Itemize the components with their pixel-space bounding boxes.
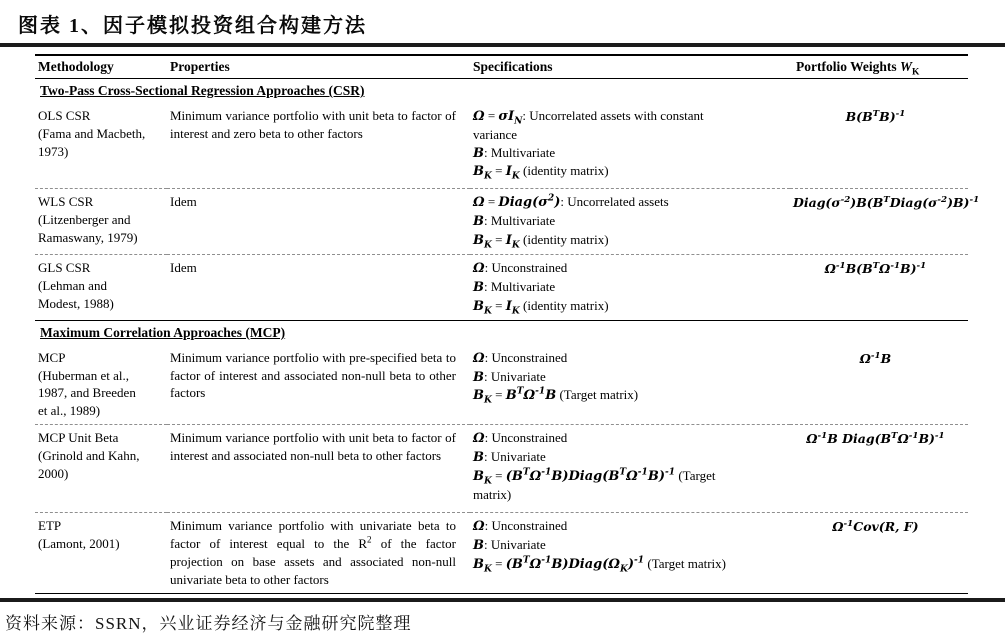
figure-title: 图表 1、因子模拟投资组合构建方法 (18, 15, 367, 37)
method-name: MCP (38, 349, 66, 365)
spec-line: Ω: Unconstrained (473, 430, 568, 447)
methods-table (35, 54, 980, 594)
properties-cell: Idem (167, 254, 470, 320)
properties-cell: Idem (167, 189, 470, 255)
spec-line: $\Omega = Diag(\sigma^2)$: Uncorrelated assets (473, 192, 669, 211)
method-name: ETP (38, 518, 62, 534)
spec-line: B: Multivariate (473, 278, 556, 295)
method-citation: (Fama and Macbeth, (38, 125, 146, 141)
section-title: Maximum Correlation Approaches (MCP) (40, 324, 286, 340)
header-row (35, 55, 968, 79)
col-header-specifications: Specifications (470, 55, 790, 79)
spec-line: matrix) (473, 487, 512, 503)
spec-line: $B_K = I_K$ (identity matrix) (473, 163, 609, 183)
method-citation: Modest, 1988) (38, 295, 114, 311)
table-row (35, 425, 968, 513)
method-citation: (Lehman and (38, 277, 107, 293)
weights-cell: $\Omega^{-1}B(B^T\Omega^{-1}B)^{-1}$ (790, 254, 968, 320)
spec-line: $B_K = B^T\Omega^{-1}B$ (Target matrix) (473, 386, 639, 407)
method-citation: et al., 1989) (38, 403, 101, 419)
method-citation: 1973) (38, 143, 69, 159)
specifications-cell (470, 103, 790, 189)
section-title-row (35, 79, 968, 103)
spec-line: B: Univariate (473, 449, 546, 466)
method-name: OLS CSR (38, 107, 91, 123)
col-header-weights: Portfolio Weights $W_K$ (790, 55, 968, 79)
spec-line: $B_K$ = $(B^T\Omega^{-1}B)Diag(\Omega_K)^{-1}$ (Target matrix) (473, 554, 726, 575)
properties-cell: Minimum variance portfolio with pre-specified beta to factor of interest and associated non-null beta to other factors (170, 349, 456, 401)
table-row (35, 254, 968, 320)
col-header-methodology: Methodology (35, 55, 167, 79)
method-citation: (Grinold and Kahn, (38, 448, 140, 464)
methodology-cell (35, 189, 167, 255)
spec-line: $B_K$ = $(B^T\Omega^{-1}B)Diag(B^T\Omega^{-1}B)^{-1}$ (Target (473, 466, 716, 487)
weights-cell: $\Omega^{-1}B$ (859, 350, 892, 366)
table-row (35, 103, 968, 189)
section-title-row (35, 320, 968, 344)
properties-cell: Minimum variance portfolio with univariate beta to factor of interest equal to the $R^2$ of the factor projection on base assets and associated non-null univariate beta to other factors (167, 513, 470, 594)
spec-line: Ω: Unconstrained (473, 349, 568, 366)
method-citation: 2000) (38, 466, 69, 482)
spec-line: variance (473, 126, 518, 142)
specifications-cell (470, 254, 790, 320)
weights-cell: $B(B^TB)^{-1}$ (845, 108, 906, 124)
section-title: Two-Pass Cross-Sectional Regression Approaches (CSR) (40, 83, 365, 98)
method-name: WLS CSR (38, 194, 94, 210)
method-name: GLS CSR (38, 259, 91, 275)
method-citation: (Litzenberger and (38, 212, 131, 228)
col-header-properties: Properties (167, 55, 470, 79)
spec-line: $B_K = I_K$ (identity matrix) (473, 297, 609, 317)
properties-cell: Minimum variance portfolio with unit beta to factor of interest and associated non-null beta to other factors (167, 425, 470, 513)
method-citation: (Huberman et al., (38, 367, 129, 383)
spec-line: B: Univariate (473, 368, 546, 385)
specifications-cell (470, 513, 790, 594)
spec-line: Ω: Unconstrained (473, 259, 568, 276)
methodology-cell (35, 345, 167, 425)
methodology-cell (35, 103, 167, 189)
spec-line: Ω: Unconstrained (473, 518, 568, 535)
spec-line: B: Univariate (473, 537, 546, 554)
method-citation: 1987, and Breeden (38, 385, 136, 401)
weights-cell: $Diag(\sigma^{-2})B(B^TDiag(\sigma^{-2})B)^{-1}$ (790, 189, 968, 255)
spec-line: B: Multivariate (473, 213, 556, 230)
method-citation: Ramaswany, 1979) (38, 230, 138, 245)
specifications-cell (470, 345, 790, 425)
spec-line: $B_K = I_K$ (identity matrix) (473, 232, 609, 251)
spec-line: $\Omega = \sigma I_N$: Uncorrelated assets with constant (473, 107, 704, 127)
table-row (35, 513, 968, 594)
weights-cell: $\Omega^{-1}B$ $Diag(B^T\Omega^{-1}B)^{-1}$ (790, 425, 968, 513)
method-name: MCP Unit Beta (38, 430, 119, 446)
spec-line: B: Multivariate (473, 144, 556, 161)
methodology-cell (35, 425, 167, 513)
table-row (35, 189, 968, 255)
method-citation: (Lamont, 2001) (38, 536, 120, 552)
table-row (35, 345, 968, 425)
properties-cell: Minimum variance portfolio with unit beta to factor of interest and zero beta to other factors (170, 107, 456, 141)
methodology-cell (35, 513, 167, 594)
specifications-cell (470, 425, 790, 513)
source-note: 资料来源：SSRN，兴业证券经济与金融研究院整理 (5, 614, 412, 634)
top-rule (0, 43, 1005, 47)
weights-cell: $\Omega^{-1}Cov(R$, F) (790, 513, 968, 594)
specifications-cell (470, 189, 790, 255)
methodology-cell (35, 254, 167, 320)
